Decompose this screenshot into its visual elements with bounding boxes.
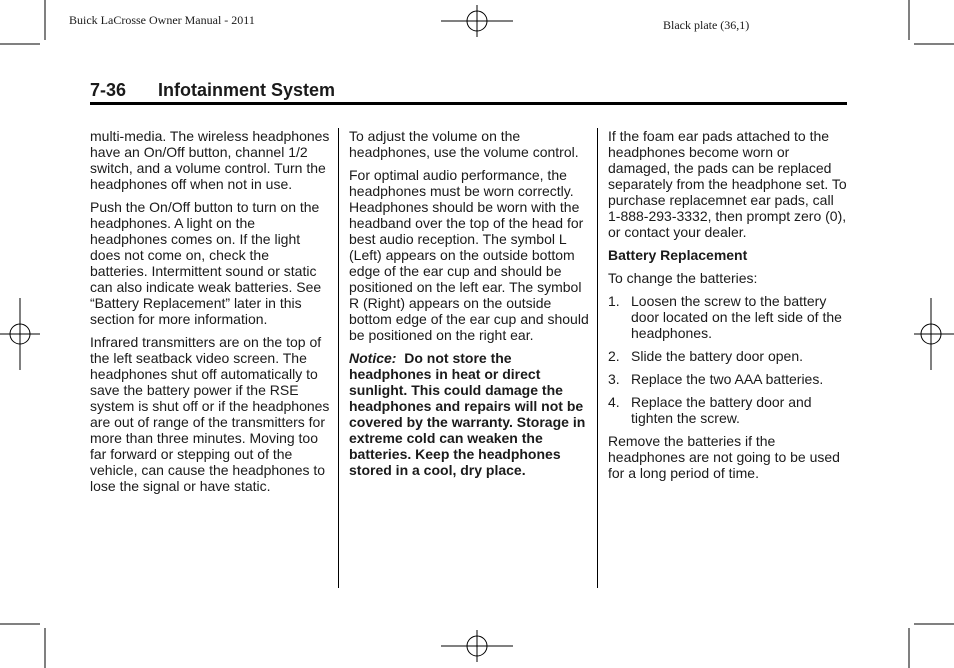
notice-text: Do not store the headphones in heat or direct sunlight. This could damage the headphones and repairs will not be covered by the warranty. Storage in extreme cold can weaken the batteries. Keep the headphones stored in a cool, dry place.	[349, 350, 586, 478]
column-divider	[597, 128, 598, 588]
column-2	[349, 128, 591, 485]
step-number: 3.	[608, 371, 620, 387]
step-number: 1.	[608, 293, 620, 309]
step-text: Replace the battery door and tighten the screw.	[631, 394, 812, 426]
paragraph: To adjust the volume on the headphones, use the volume control.	[349, 128, 579, 160]
column-1	[90, 128, 330, 501]
list-item	[608, 293, 848, 341]
step-number: 4.	[608, 394, 620, 410]
page-number: 7-36	[90, 80, 127, 100]
paragraph: To change the batteries:	[608, 270, 758, 286]
step-text: Slide the battery door open.	[631, 348, 804, 364]
step-list	[608, 293, 848, 426]
paragraph: Remove the batteries if the headphones are not going to be used for a long period of time.	[608, 433, 840, 481]
list-item	[608, 348, 848, 364]
column-divider	[338, 128, 339, 588]
paragraph: If the foam ear pads attached to the headphones become worn or damaged, the pads can be replaced separately from the headphone set. To purchase replacemnet ear pads, call 1-888-293-3332, then prompt zero (0), or contact your dealer.	[608, 128, 847, 240]
paragraph: For optimal audio performance, the headphones must be worn correctly. Headphones should be worn with the headband over the top of the head for best audio reception. The symbol L (Left) appears on the outside bottom edge of the ear cup and should be positioned on the left ear. The symbol R (Right) appears on the outside bottom edge of the ear cup and should be positioned on the right ear.	[349, 167, 589, 343]
step-text: Loosen the screw to the battery door located on the left side of the headphones.	[631, 293, 842, 341]
notice-label: Notice:	[349, 350, 397, 366]
list-item	[608, 371, 848, 387]
paragraph: Push the On/Off button to turn on the headphones. A light on the headphones comes on. If the light does not come on, check the batteries. Intermittent sound or static can also indicate weak batteries. See “Battery Replacement” later in this section for more information.	[90, 199, 322, 327]
paragraph: Infrared transmitters are on the top of the left seatback video screen. The headphones shut off automatically to save the battery power if the RSE system is shut off or if the headphones are out of range of the transmitters for more than three minutes. Moving too far forward or stepping out of the vehicle, can cause the headphones to lose the signal or have static.	[90, 334, 330, 494]
notice	[349, 350, 591, 478]
running-header-manual: Buick LaCrosse Owner Manual - 2011	[69, 13, 255, 27]
step-text: Replace the two AAA batteries.	[631, 371, 824, 387]
paragraph: multi-media. The wireless headphones have an On/Off button, channel 1/2 switch, and a volume control. Turn the headphones off when not in use.	[90, 128, 330, 192]
title-rule	[90, 102, 847, 105]
list-item	[608, 394, 848, 426]
running-header-plate: Black plate (36,1)	[663, 18, 750, 32]
column-3	[608, 128, 848, 488]
section-title: Infotainment System	[158, 80, 336, 100]
subsection-heading: Battery Replacement	[608, 247, 748, 263]
step-number: 2.	[608, 348, 620, 364]
